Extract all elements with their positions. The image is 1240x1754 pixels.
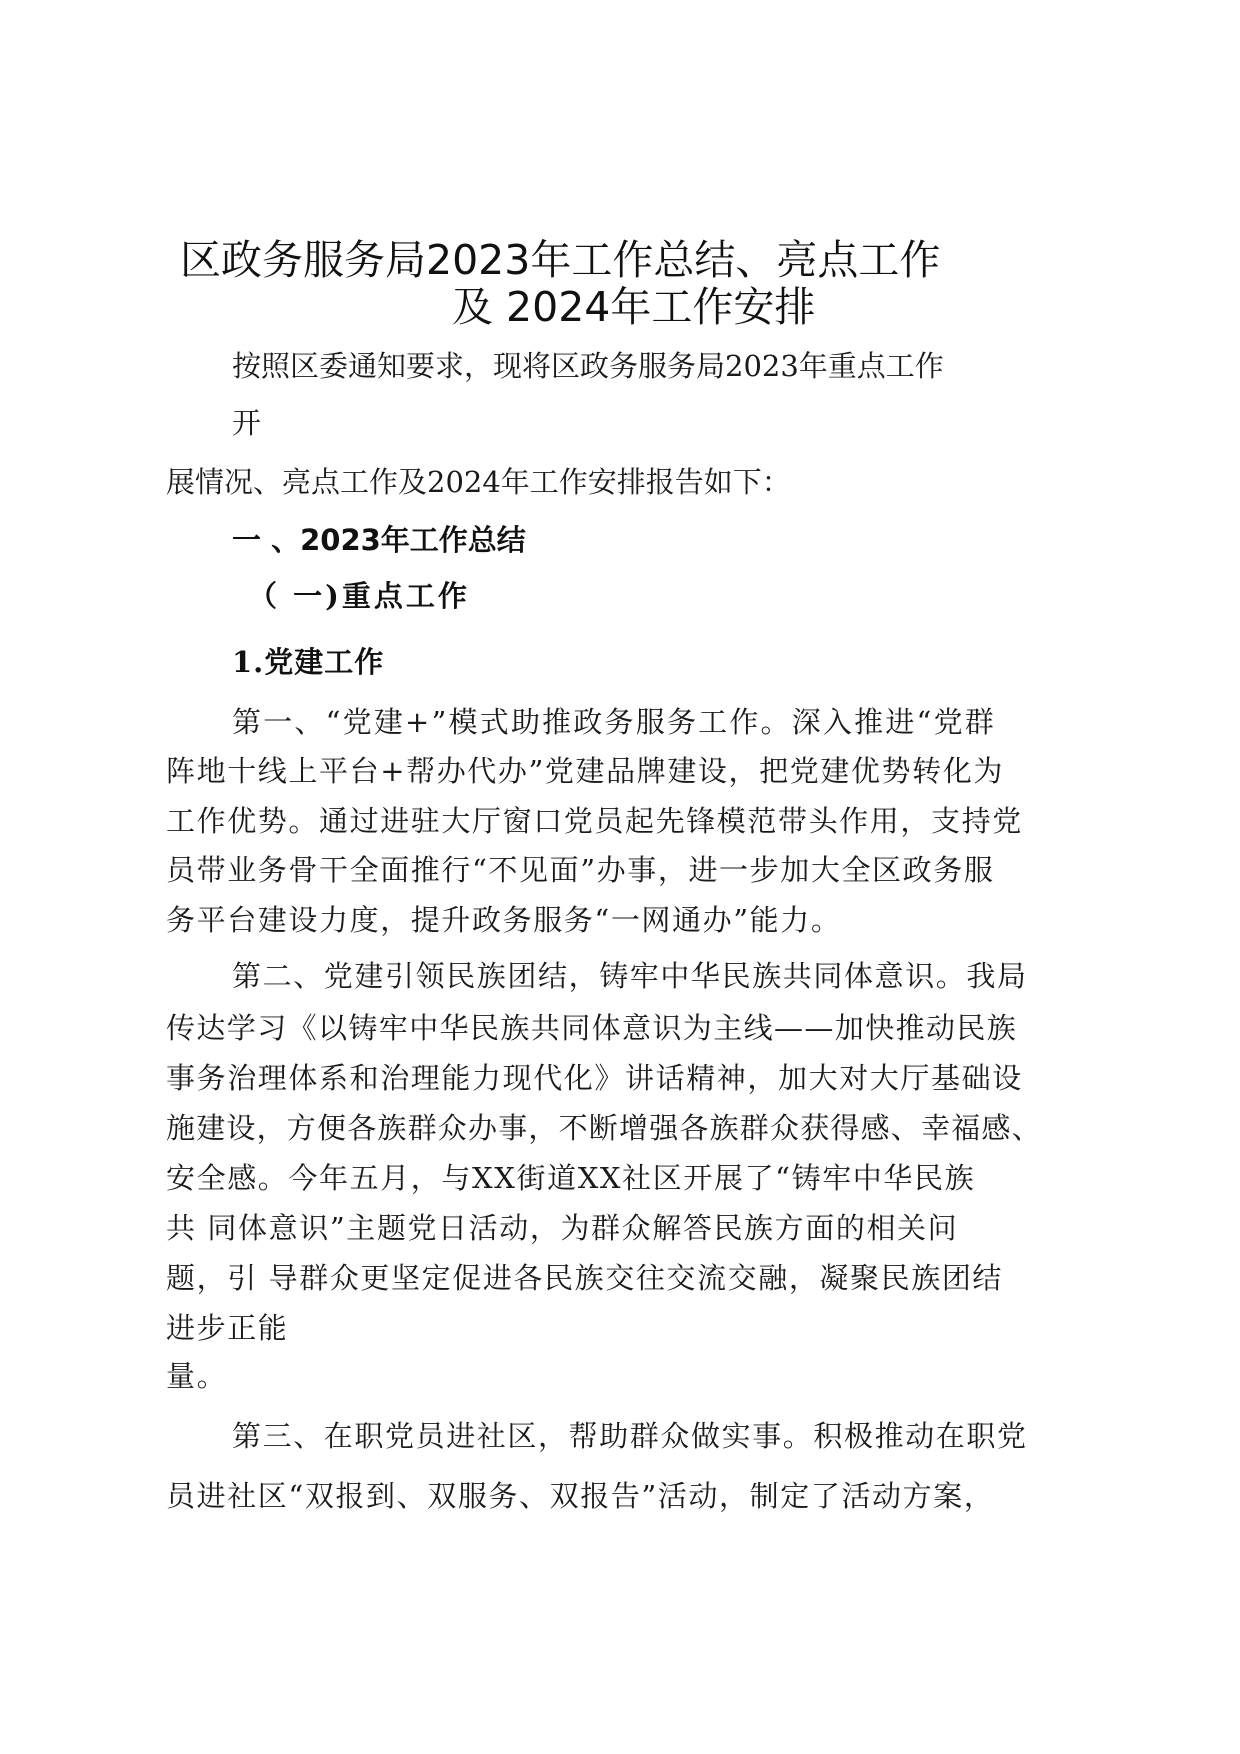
intro-line: 开 [232,406,262,440]
paragraph-line: 安全感。今年五月，与XX街道XX社区开展了“铸牢中华民族 [166,1161,976,1195]
item-heading: 1.党建工作 [232,645,385,679]
paragraph-line: 第三、在职党员进社区，帮助群众做实事。积极推动在职党 [232,1419,1028,1453]
paragraph-line: 施建设，方便各族群众办事，不断增强各族群众获得感、幸福感、 [166,1111,1042,1145]
paragraph-line: 第一、“党建+”模式助推政务服务工作。深入推进“党群 [232,705,996,739]
subsection-heading: （ 一)重点工作 [248,579,470,613]
paragraph-line: 员带业务骨干全面推行“不见面”办事，进一步加大全区政务服 [166,853,995,887]
document-title-line-2: 及 2024年工作安排 [452,283,816,331]
section-heading: 一 、2023年工作总结 [232,523,526,557]
paragraph-line: 员进社区“双报到、双服务、双报告”活动，制定了活动方案， [166,1479,995,1513]
paragraph-line: 第二、党建引领民族团结，铸牢中华民族共同体意识。我局 [232,959,1028,993]
paragraph-line: 事务治理体系和治理能力现代化》讲话精神，加大对大厅基础设 [166,1061,1023,1095]
paragraph-line: 阵地十线上平台+帮办代办”党建品牌建设，把党建优势转化为 [166,754,1004,788]
paragraph-line: 量。 [166,1359,228,1393]
intro-line: 展情况、亮点工作及2024年工作安排报告如下： [166,465,791,499]
document-title-line-1: 区政务服务局2023年工作总结、亮点工作 [180,236,941,284]
paragraph-line: 共 同体意识”主题党日活动，为群众解答民族方面的相关问 [166,1211,959,1245]
paragraph-line: 传达学习《以铸牢中华民族共同体意识为主线——加快推动民族 [166,1011,1018,1045]
paragraph-line: 进步正能 [166,1311,289,1345]
intro-line: 按照区委通知要求，现将区政务服务局2023年重点工作 [232,349,944,383]
paragraph-line: 工作优势。通过进驻大厅窗口党员起先锋模范带头作用，支持党 [166,804,1023,838]
paragraph-line: 务平台建设力度，提升政务服务“一网通办”能力。 [166,903,842,937]
paragraph-line: 题，引 导群众更坚定促进各民族交往交流交融，凝聚民族团结 [166,1261,1004,1295]
